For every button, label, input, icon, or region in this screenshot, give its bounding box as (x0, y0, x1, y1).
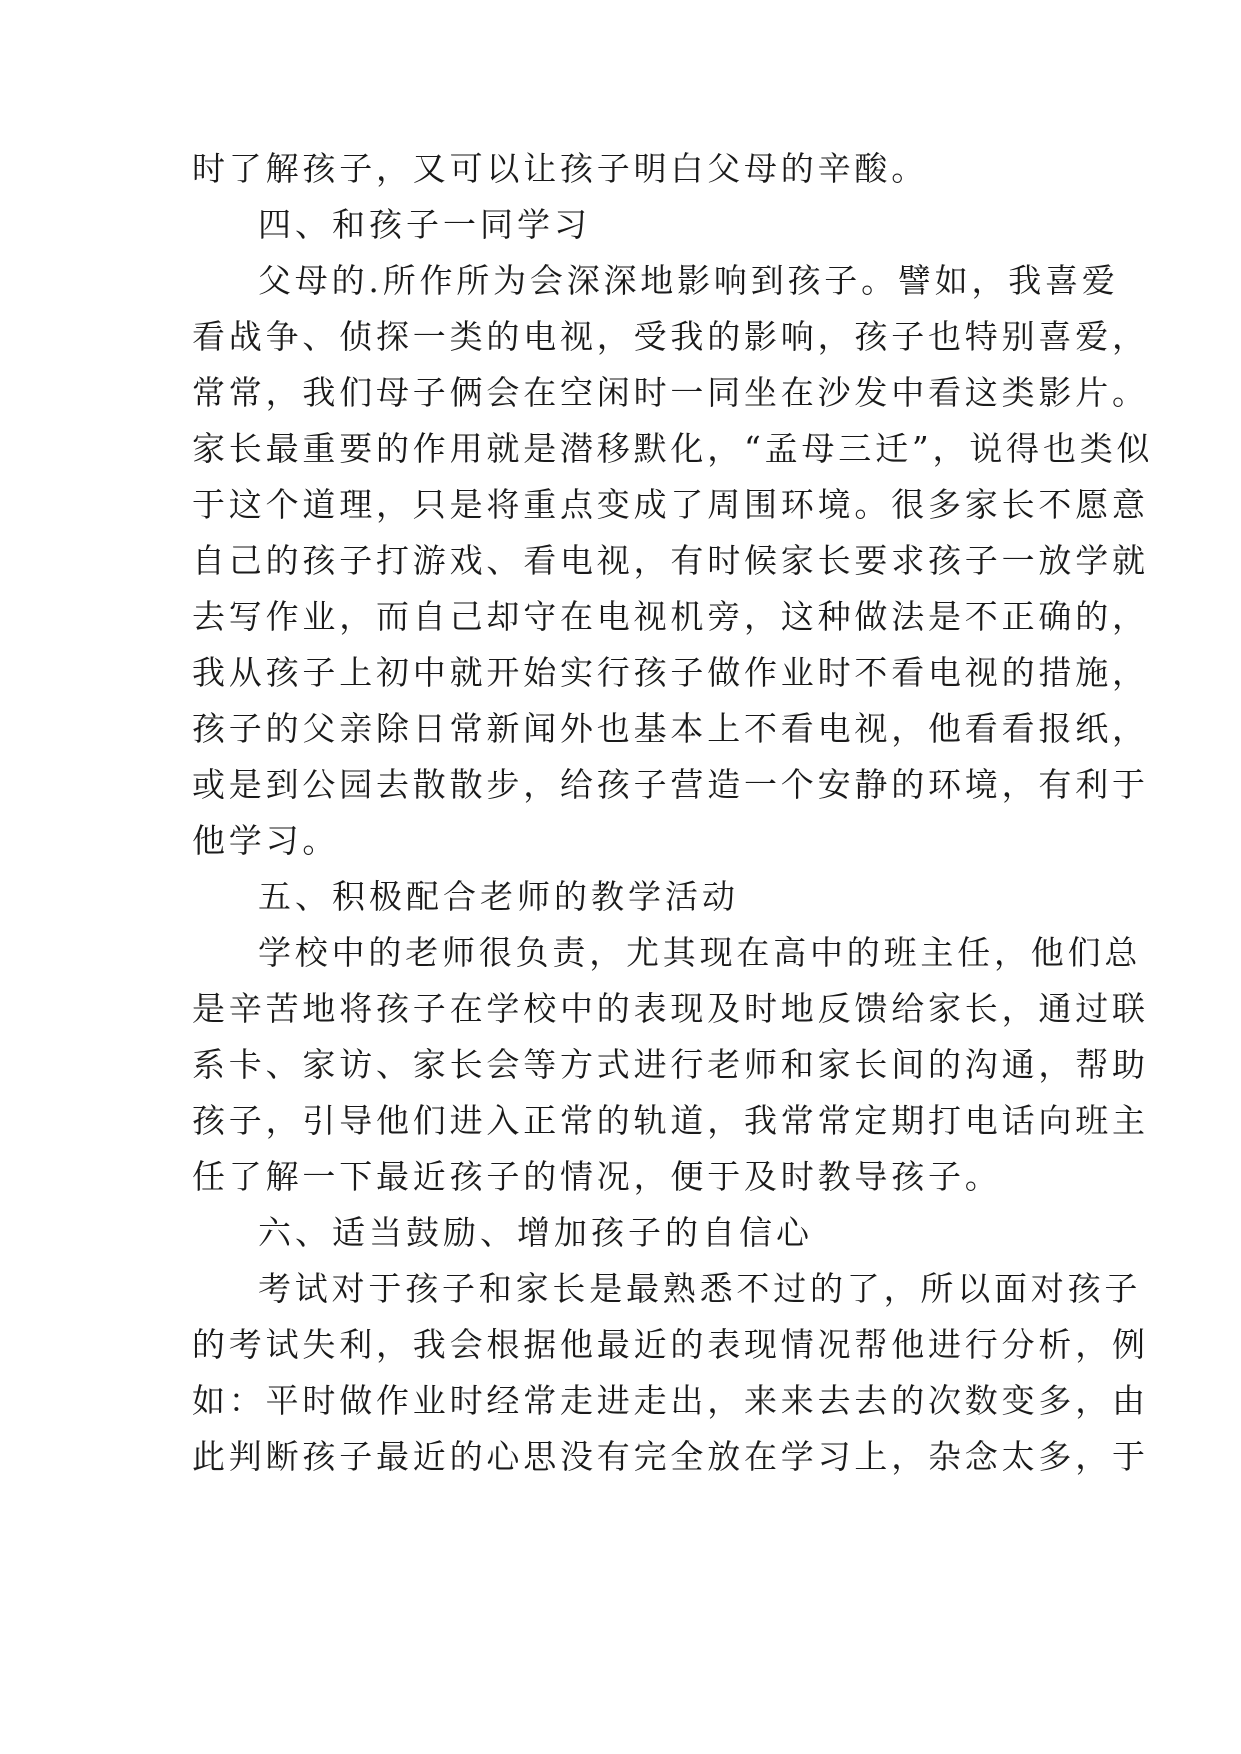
body-text-line: 去写作业，而自己却守在电视机旁，这种做法是不正确的， (192, 597, 1149, 636)
body-text-line: 是辛苦地将孩子在学校中的表现及时地反馈给家长，通过联 (192, 989, 1149, 1028)
body-text-line: 学校中的老师很负责，尤其现在高中的班主任，他们总 (258, 933, 1142, 972)
body-text-line: 他学习。 (192, 821, 340, 860)
body-text-line: 如：平时做作业时经常走进走出，来来去去的次数变多，由 (192, 1381, 1149, 1420)
body-text-line: 此判断孩子最近的心思没有完全放在学习上，杂念太多，于 (192, 1437, 1149, 1476)
body-text-line: 系卡、家访、家长会等方式进行老师和家长间的沟通，帮助 (192, 1045, 1149, 1084)
section-heading-6: 六、适当鼓励、增加孩子的自信心 (258, 1213, 813, 1252)
body-text-line: 或是到公园去散散步，给孩子营造一个安静的环境，有利于 (192, 765, 1149, 804)
body-text-line: 常常，我们母子俩会在空闲时一同坐在沙发中看这类影片。 (192, 373, 1149, 412)
body-text-line: 我从孩子上初中就开始实行孩子做作业时不看电视的措施， (192, 653, 1149, 692)
body-text-line: 的考试失利，我会根据他最近的表现情况帮他进行分析，例 (192, 1325, 1149, 1364)
section-heading-4: 四、和孩子一同学习 (258, 205, 591, 244)
body-text-line: 于这个道理，只是将重点变成了周围环境。很多家长不愿意 (192, 485, 1149, 524)
body-text-line: 孩子的父亲除日常新闻外也基本上不看电视，他看看报纸， (192, 709, 1149, 748)
body-text-line: 时了解孩子，又可以让孩子明白父母的辛酸。 (192, 149, 928, 188)
body-text-line: 家长最重要的作用就是潜移默化，“孟母三迁”，说得也类似 (192, 429, 1154, 468)
body-text-line: 自己的孩子打游戏、看电视，有时候家长要求孩子一放学就 (192, 541, 1149, 580)
section-heading-5: 五、积极配合老师的教学活动 (258, 877, 739, 916)
body-text-line: 任了解一下最近孩子的情况，便于及时教导孩子。 (192, 1157, 1002, 1196)
body-text-line: 孩子，引导他们进入正常的轨道，我常常定期打电话向班主 (192, 1101, 1149, 1140)
body-text-line: 考试对于孩子和家长是最熟悉不过的了，所以面对孩子 (258, 1269, 1142, 1308)
body-text-line: 看战争、侦探一类的电视，受我的影响，孩子也特别喜爱， (192, 317, 1149, 356)
body-text-line: 父母的.所作所为会深深地影响到孩子。譬如，我喜爱 (258, 261, 1119, 300)
